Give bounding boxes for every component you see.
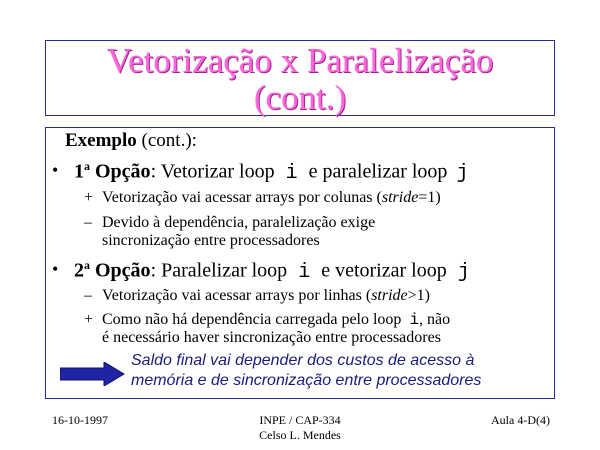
- bullet-1-marker: •: [52, 160, 59, 180]
- footer-org: INPE / CAP-334: [259, 413, 341, 427]
- sub-1-1-ital: stride: [381, 189, 419, 206]
- intro-bold: Exemplo: [65, 130, 137, 151]
- bullet-1-var-a: i: [285, 161, 298, 185]
- bullet-1-text-b: e paralelizar loop: [303, 160, 453, 183]
- sub-2-1-line: [102, 287, 430, 305]
- bullet-1-number: 1: [74, 160, 84, 183]
- sub-2-1-post: >1): [407, 287, 431, 304]
- bullet-2-sup: a: [84, 258, 90, 272]
- sub-2-1-ital: stride: [371, 287, 408, 304]
- sub-2-2-post: , não: [419, 311, 451, 328]
- summary-line2: memória e de sincronização entre processadores: [131, 372, 482, 389]
- sub-1-2-marker: –: [84, 214, 92, 231]
- bullet-1-var-b: j: [456, 161, 469, 185]
- slide-title: Vetorização x Paralelização: [106, 41, 494, 80]
- sub-2-1-pre: Vetorização vai acessar arrays por linhas (: [102, 287, 372, 304]
- bullet-1-text-a: : Vetorizar loop: [150, 160, 280, 183]
- sub-1-2-line2: sincronização entre processadores: [102, 232, 320, 249]
- sub-1-1-marker: +: [84, 189, 94, 206]
- sub-1-1-pre: Vetorização vai acessar arrays por colunas (: [102, 189, 382, 206]
- sub-2-2-var: i: [409, 311, 420, 329]
- bullet-2-label: Opção: [90, 259, 151, 282]
- footer-author: Celso L. Mendes: [259, 428, 341, 442]
- bullet-1-line: [74, 159, 468, 185]
- bullet-2-var-a: i: [298, 260, 311, 284]
- intro-rest: (cont.):: [136, 130, 197, 151]
- bullet-2-line: [74, 258, 470, 284]
- sub-2-2-pre: Como não há dependência carregada pelo loop: [102, 311, 406, 328]
- slide-title-cont: (cont.): [253, 78, 347, 117]
- bullet-2-var-b: j: [457, 260, 470, 284]
- intro-line: [65, 130, 197, 152]
- bullet-2-text-b: e vetorizar loop: [316, 259, 452, 282]
- sub-2-2-line2: é necessário haver sincronização entre processadores: [102, 329, 441, 346]
- summary-line1: Saldo final vai depender dos custos de acesso à: [131, 352, 475, 369]
- sub-1-1-post: =1): [418, 189, 441, 206]
- sub-2-2-line1: [102, 311, 450, 329]
- bullet-2-number: 2: [74, 259, 84, 282]
- bullet-1-sup: a: [84, 159, 90, 173]
- sub-2-2-marker: +: [84, 311, 94, 328]
- bullet-2-marker: •: [52, 259, 59, 279]
- slide-title-box: [45, 40, 555, 116]
- footer-date: 16-10-1997: [52, 413, 108, 427]
- right-arrow-icon: [60, 362, 125, 386]
- sub-1-1-line: [102, 189, 441, 207]
- sub-2-1-marker: –: [84, 287, 92, 304]
- bullet-2-text-a: : Paralelizar loop: [150, 259, 293, 282]
- footer-lesson: Aula 4-D(4): [491, 413, 550, 427]
- right-arrow-shape: [60, 362, 124, 386]
- bullet-1-label: Opção: [90, 160, 151, 183]
- sub-1-2-line1: Devido à dependência, paralelização exige: [102, 214, 376, 231]
